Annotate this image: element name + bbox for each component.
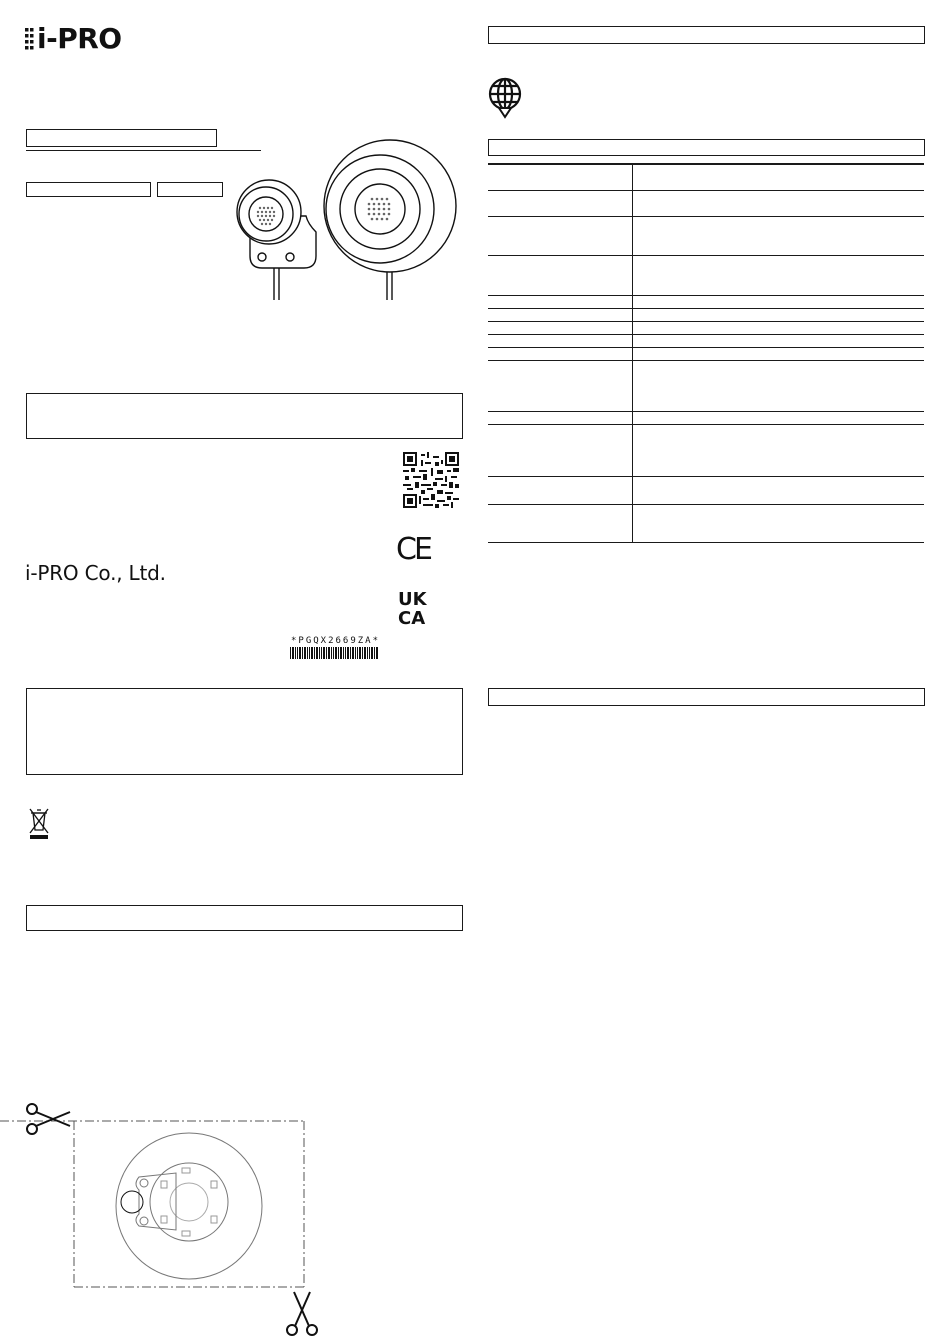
table-row (488, 321, 924, 334)
table-cell (488, 334, 633, 347)
table-cell (633, 190, 925, 216)
table-cell (488, 295, 633, 308)
table-cell (488, 360, 633, 411)
table-row (488, 295, 924, 308)
table-cell (488, 504, 633, 542)
scissors-icon (24, 1102, 72, 1136)
logo-wordmark: i-PRO (37, 22, 122, 55)
table-cell (633, 424, 925, 476)
table-cell (633, 216, 925, 255)
table-cell (633, 411, 925, 424)
ukca-line-2: CA (398, 608, 426, 629)
brand-logo (24, 24, 144, 58)
table-row (488, 411, 924, 424)
table-cell (633, 504, 925, 542)
table-row (488, 164, 924, 190)
table-row (488, 334, 924, 347)
ukca-mark (398, 590, 438, 632)
table-cell (488, 255, 633, 295)
table-cell (633, 476, 925, 504)
table-row (488, 476, 924, 504)
table-cell (488, 411, 633, 424)
title-underline (26, 150, 261, 151)
table-cell (488, 308, 633, 321)
model-box-2 (157, 182, 223, 197)
ce-mark (396, 534, 438, 566)
spec-table (488, 163, 924, 543)
scissors-icon (284, 1290, 320, 1338)
table-cell (488, 164, 633, 190)
table-cell (633, 334, 925, 347)
table-cell (633, 360, 925, 411)
crossed-bin-icon (28, 808, 50, 840)
section-header-box-right-2 (488, 139, 925, 156)
table-cell (488, 424, 633, 476)
table-cell (633, 295, 925, 308)
section-header-box-right-3 (488, 688, 925, 706)
notice-box (26, 393, 463, 439)
barcode-text: *PGQX2669ZA* (291, 636, 381, 646)
product-illustration (232, 136, 468, 306)
table-cell (488, 347, 633, 360)
globe-download-icon (488, 77, 526, 121)
table-cell (633, 308, 925, 321)
table-cell (488, 321, 633, 334)
table-row (488, 216, 924, 255)
table-row (488, 190, 924, 216)
table-row (488, 308, 924, 321)
model-box-1 (26, 182, 151, 197)
company-name: i-PRO Co., Ltd. (25, 561, 166, 585)
section-header-box-right-1 (488, 26, 925, 44)
title-box (26, 129, 217, 147)
table-row (488, 255, 924, 295)
table-cell (633, 321, 925, 334)
table-cell (633, 164, 925, 190)
table-row (488, 360, 924, 411)
table-cell (633, 347, 925, 360)
table-row (488, 424, 924, 476)
ce-mark-text: CE (396, 532, 430, 567)
table-cell (488, 190, 633, 216)
table-cell (633, 255, 925, 295)
table-row (488, 347, 924, 360)
ukca-line-1: UK (398, 589, 427, 610)
table-cell (488, 476, 633, 504)
table-cell (488, 216, 633, 255)
barcode (290, 647, 378, 659)
section-header-box-left (26, 905, 463, 931)
qr-code-icon (403, 452, 459, 508)
table-row (488, 504, 924, 542)
warning-box (26, 688, 463, 775)
